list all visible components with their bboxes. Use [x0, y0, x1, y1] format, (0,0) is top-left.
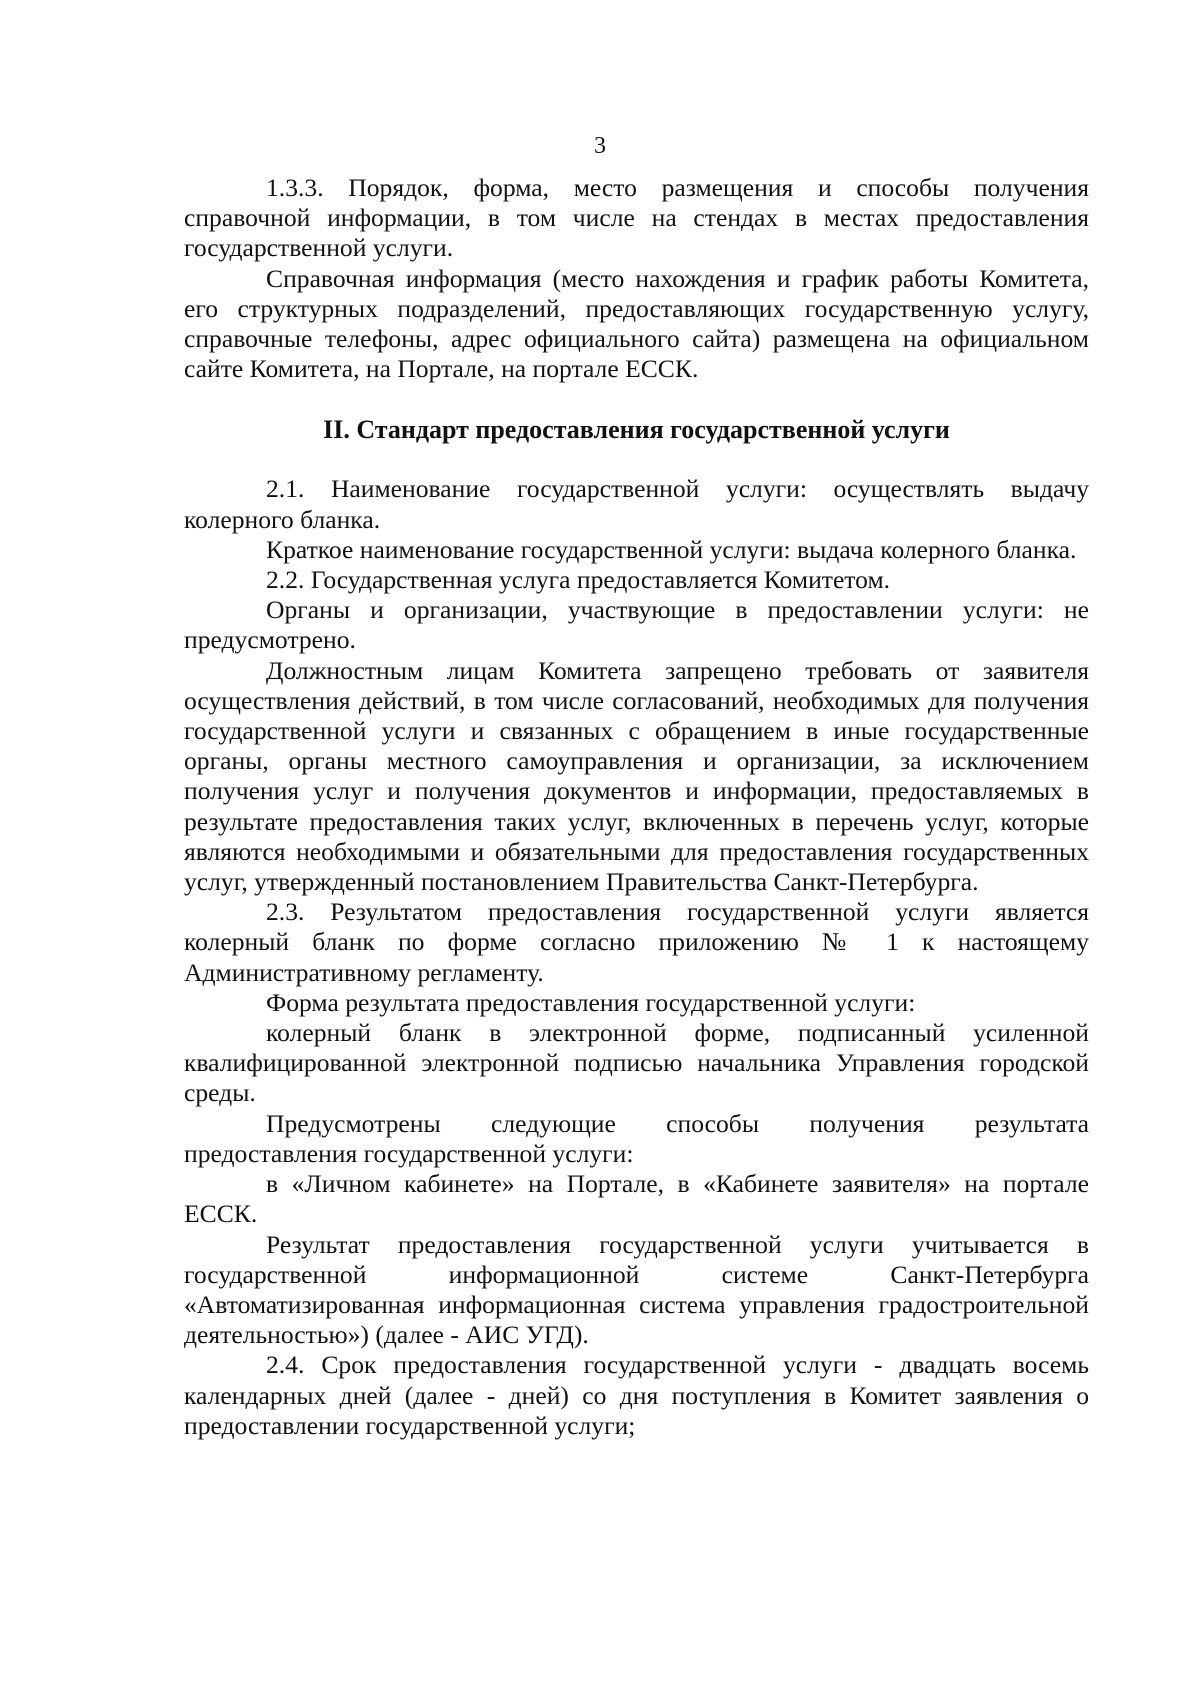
page-number: 3 [594, 133, 606, 159]
paragraph-2-3: 2.3. Результатом предоставления государственной услуги является колерный бланк по форме согласно приложению № 1 к настоящему Административному регламенту. [184, 897, 1089, 987]
paragraph-1-3-3: 1.3.3. Порядок, форма, место размещения и способы получения справочной информации, в том числе на стендах в местах предоставления государственной услуги. [184, 173, 1089, 263]
paragraph-electronic-form: колерный бланк в электронной форме, подписанный усиленной квалифицированной электронной подписью начальника Управления городской среды. [184, 1018, 1089, 1108]
paragraph-2-2: 2.2. Государственная услуга предоставляется Комитетом. [266, 565, 891, 595]
paragraph-short-name: Краткое наименование государственной услуги: выдача колерного бланка. [266, 534, 1077, 564]
paragraph-result-form: Форма результата предоставления государственной услуги: [266, 987, 916, 1017]
paragraph-cabinet: в «Личном кабинете» на Портале, в «Кабинете заявителя» на портале ЕССК. [184, 1169, 1089, 1229]
section-heading: II. Стандарт предоставления государственной услуги [323, 415, 950, 445]
paragraph-prohibition: Должностным лицам Комитета запрещено требовать от заявителя осуществления действий, в том числе согласований, необходимых для получения государственной услуги и связанных с обращением в иные государственные органы, органы местного самоуправления и организации, за исключением получения услуг и получения документов и информации, предоставляемых в результате предоставления таких услуг, включенных в перечень услуг, которые являются необходимыми и обязательными для предоставления государственных услуг, утвержденный постановлением Правительства Санкт-Петербурга. [184, 655, 1089, 897]
paragraph-2-1: 2.1. Наименование государственной услуги: осуществлять выдачу колерного бланка. [184, 474, 1089, 534]
paragraph-organs: Органы и организации, участвующие в предоставлении услуги: не предусмотрено. [184, 595, 1089, 655]
paragraph-reference-info: Справочная информация (место нахождения и график работы Комитета, его структурных подразделений, предоставляющих государственную услугу, справочные телефоны, адрес официального сайта) размещена на официальном сайте Комитета, на Портале, на портале ЕССК. [184, 263, 1089, 384]
paragraph-2-4: 2.4. Срок предоставления государственной услуги - двадцать восемь календарных дней (далее - дней) со дня поступления в Комитет заявления о предоставлении государственной услуги; [184, 1350, 1089, 1440]
paragraph-ais-ugd: Результат предоставления государственной услуги учитывается в государственной информационной системе Санкт-Петербурга «Автоматизированная информационная система управления градостроительной деятельностью») (далее - АИС УГД). [184, 1229, 1089, 1350]
paragraph-methods: Предусмотрены следующие способы получения результата предоставления государственной услуги: [184, 1108, 1089, 1168]
document-body [184, 173, 1089, 1441]
